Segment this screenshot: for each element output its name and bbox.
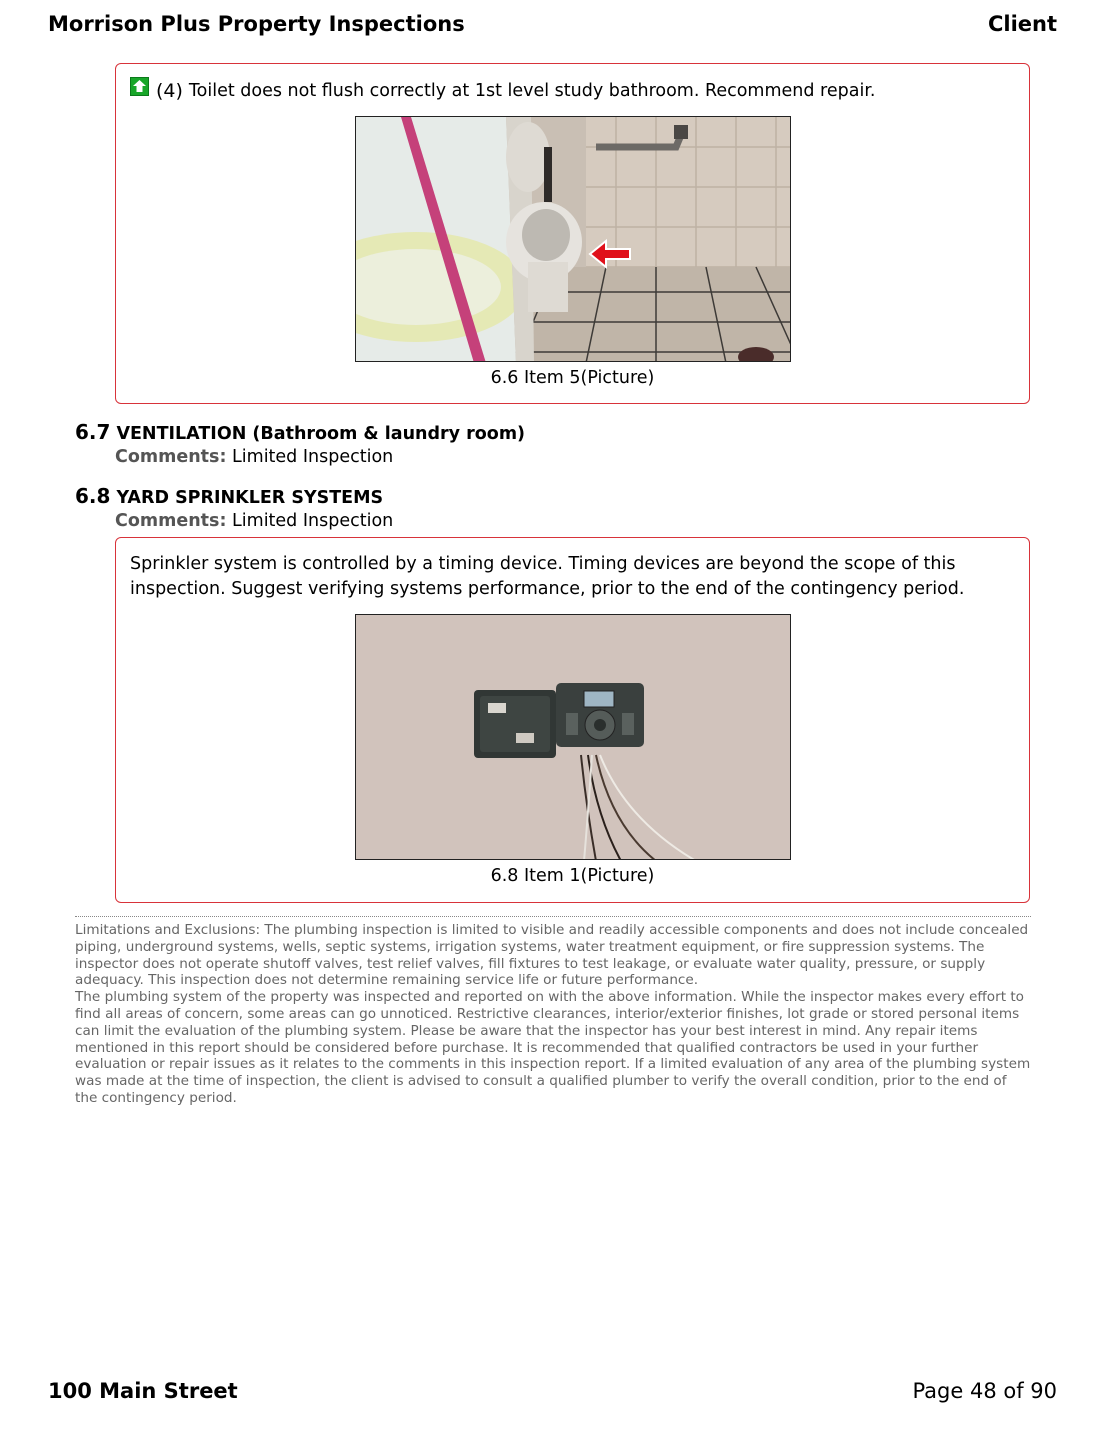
- sprinkler-timer-photo: [355, 614, 791, 860]
- comments-value: Limited Inspection: [232, 447, 394, 467]
- section-title: [75, 420, 525, 444]
- comments-value: Limited Inspection: [232, 511, 394, 531]
- section-ventilation: [75, 420, 525, 467]
- item-box-toilet: [115, 63, 1030, 404]
- section-title: [75, 484, 393, 508]
- section-number: 6.7: [75, 420, 111, 444]
- page-number: Page 48 of 90: [912, 1379, 1057, 1403]
- photo-caption: 6.6 Item 5(Picture): [490, 368, 655, 388]
- limitations-text: [75, 916, 1031, 1107]
- property-address: 100 Main Street: [48, 1379, 238, 1403]
- page-footer: [48, 1379, 1057, 1403]
- limitations-paragraph: Limitations and Exclusions: The plumbing inspection is limited to visible and readily accessible components and does not include concealed piping, underground systems, wells, septic systems, irrigation systems, water treatment equipment, or fire suppression systems. The inspector does not operate shutoff valves, test relief valves, fill fixtures to test leakage, or evaluate water quality, pressure, or supply adequacy. This inspection does not determine remaining service life or future performance.: [75, 922, 1029, 989]
- comments-label: Comments:: [115, 447, 227, 467]
- section-yard-sprinkler: [75, 484, 393, 531]
- comments-line: [115, 447, 525, 467]
- repair-icon: [130, 77, 149, 96]
- item-text: Sprinkler system is controlled by a timing device. Timing devices are beyond the scope of this inspection. Suggest verifying systems performance, prior to the end of the contingency period.: [130, 554, 965, 599]
- section-name: VENTILATION (Bathroom & laundry room): [116, 424, 526, 444]
- item-text: Toilet does not flush correctly at 1st level study bathroom. Recommend repair.: [188, 81, 876, 101]
- item-number: (4): [156, 80, 183, 102]
- photo-caption: 6.8 Item 1(Picture): [490, 866, 655, 886]
- company-name: Morrison Plus Property Inspections: [48, 12, 465, 36]
- section-name: YARD SPRINKLER SYSTEMS: [116, 488, 384, 508]
- item-box-sprinkler: [115, 537, 1030, 903]
- page-header: [48, 12, 1057, 36]
- comments-line: [115, 511, 393, 531]
- comments-label: Comments:: [115, 511, 227, 531]
- client-label: Client: [987, 12, 1057, 36]
- toilet-photo: [355, 116, 791, 362]
- limitations-paragraph: The plumbing system of the property was inspected and reported on with the above information. While the inspector makes every effort to find all areas of concern, some areas can go unnoticed. Restrictive clearances, interior/exterior finishes, lot grade or stored personal items can limit the evaluation of the plumbing system. Please be aware that the inspector has your best interest in mind. Any repair items mentioned in this report should be considered before purchase. It is recommended that qualified contractors be used in your further evaluation or repair issues as it relates to the comments in this inspection report. If a limited evaluation of any area of the plumbing system was made at the time of inspection, the client is advised to consult a qualified plumber to verify the overall condition, prior to the end of the contingency period.: [75, 989, 1031, 1106]
- section-number: 6.8: [75, 484, 111, 508]
- item-line: [130, 80, 875, 102]
